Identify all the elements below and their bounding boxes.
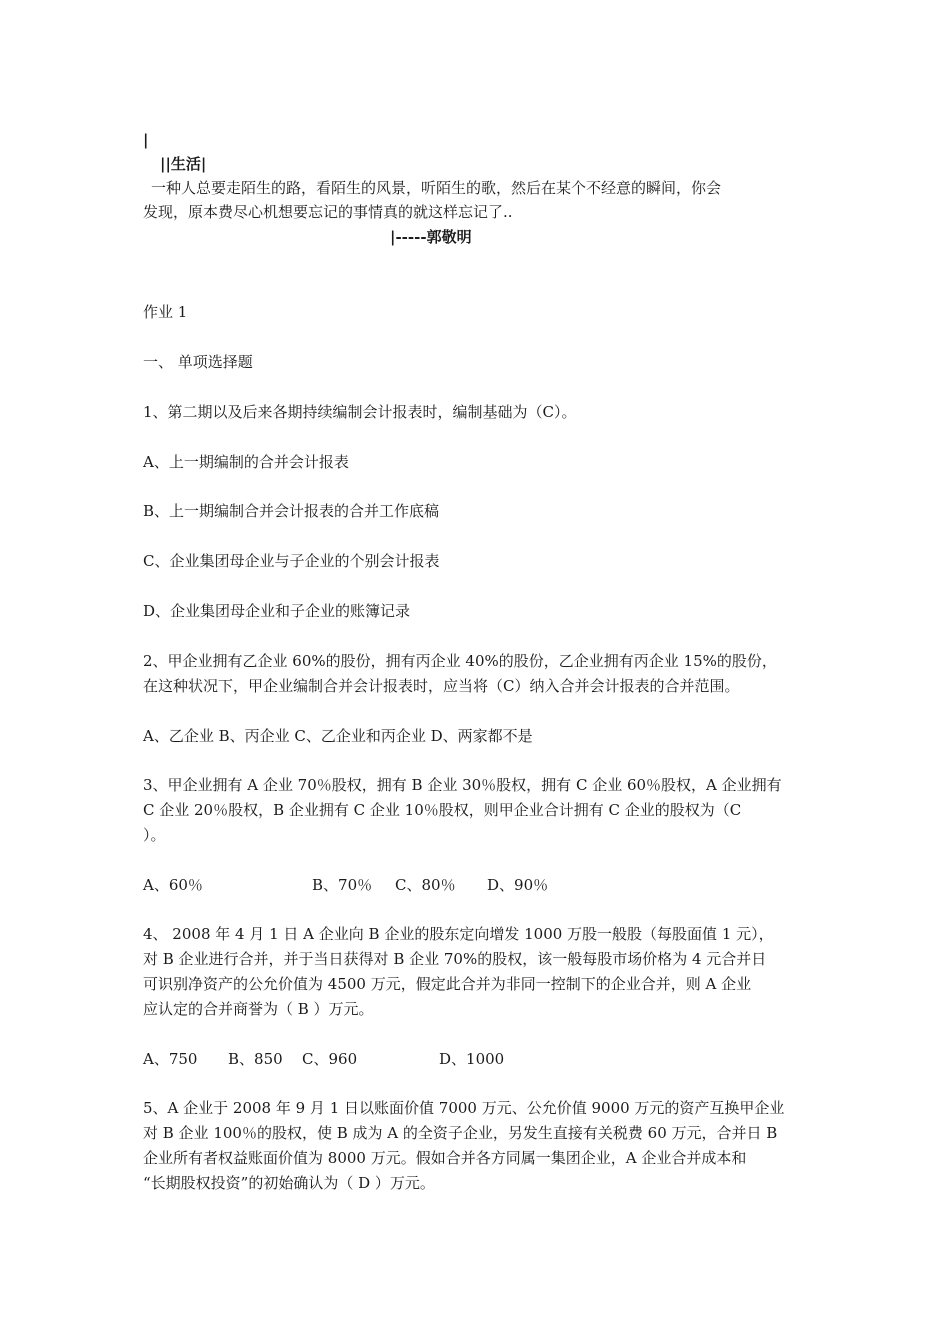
- q5-line-1: 5、A 企业于 2008 年 9 月 1 日以账面价值 7000 万元、公允价值 9000 万元的资产互换甲企业: [143, 1099, 785, 1117]
- q5-line-2: 对 B 企业 100％的股权，使 B 成为 A 的全资子企业，另发生直接有关税费 60 万元，合并日 B: [143, 1124, 778, 1142]
- q4-line-3: 可识别净资产的公允价值为 4500 万元，假定此合并为非同一控制下的企业合并，则 A 企业: [143, 975, 752, 993]
- q1-option-c: C、企业集团母企业与子企业的个别会计报表: [143, 552, 440, 570]
- q3-option-b: B、70％: [312, 876, 373, 894]
- q3-line-2: C 企业 20％股权，B 企业拥有 C 企业 10％股权，则甲企业合计拥有 C 企业的股权为（C: [143, 801, 742, 819]
- header-bar: |: [143, 131, 149, 149]
- q2-line-2: 在这种状况下，甲企业编制合并会计报表时，应当将（C）纳入合并会计报表的合并范围。: [143, 677, 740, 695]
- q4-option-c: C、960: [302, 1050, 358, 1068]
- header-tag: ||生活|: [160, 155, 207, 173]
- quote-line-1: 一种人总要走陌生的路，看陌生的风景，听陌生的歌，然后在某个不经意的瞬间，你会: [151, 179, 722, 197]
- q2-line-1: 2、甲企业拥有乙企业 60%的股份，拥有丙企业 40%的股份，乙企业拥有丙企业 15%的股份，: [143, 652, 777, 670]
- q1-option-a: A、上一期编制的合并会计报表: [143, 453, 349, 471]
- q4-option-d: D、1000: [439, 1050, 505, 1068]
- q1-option-d: D、企业集团母企业和子企业的账簿记录: [143, 602, 411, 620]
- section-title: 一、 单项选择题: [143, 353, 253, 371]
- signature: |-----郭敬明: [390, 228, 472, 246]
- assignment-title: 作业 1: [143, 303, 188, 321]
- q4-option-b: B、850: [228, 1050, 283, 1068]
- q4-option-a: A、750: [143, 1050, 198, 1068]
- q5-line-3: 企业所有者权益账面价值为 8000 万元。假如合并各方同属一集团企业，A 企业合并成本和: [143, 1149, 747, 1167]
- q3-option-d: D、90％: [487, 876, 549, 894]
- q3-line-3: ）。: [143, 826, 166, 844]
- q3-option-a: A、60％: [143, 876, 203, 894]
- q3-option-c: C、80％: [395, 876, 456, 894]
- q4-line-2: 对 B 企业进行合并，并于当日获得对 B 企业 70%的股权，该一般每股市场价格为 4 元合并日: [143, 950, 767, 968]
- q4-line-4: 应认定的合并商誉为（ B ）万元。: [143, 1000, 374, 1018]
- q1-stem: 1、第二期以及后来各期持续编制会计报表时，编制基础为（C）。: [143, 403, 577, 421]
- q5-line-4: “长期股权投资”的初始确认为（ D ）万元。: [143, 1174, 435, 1192]
- q1-option-b: B、上一期编制合并会计报表的合并工作底稿: [143, 502, 440, 520]
- quote-line-2: 发现，原本费尽心机想要忘记的事情真的就这样忘记了..: [143, 203, 513, 221]
- q4-line-1: 4、 2008 年 4 月 1 日 A 企业向 B 企业的股东定向增发 1000 万股一般股（每股面值 1 元），: [143, 925, 774, 943]
- q2-options: A、乙企业 B、丙企业 C、乙企业和丙企业 D、两家都不是: [143, 727, 533, 745]
- q3-line-1: 3、甲企业拥有 A 企业 70％股权，拥有 B 企业 30％股权，拥有 C 企业 60％股权，A 企业拥有: [143, 776, 782, 794]
